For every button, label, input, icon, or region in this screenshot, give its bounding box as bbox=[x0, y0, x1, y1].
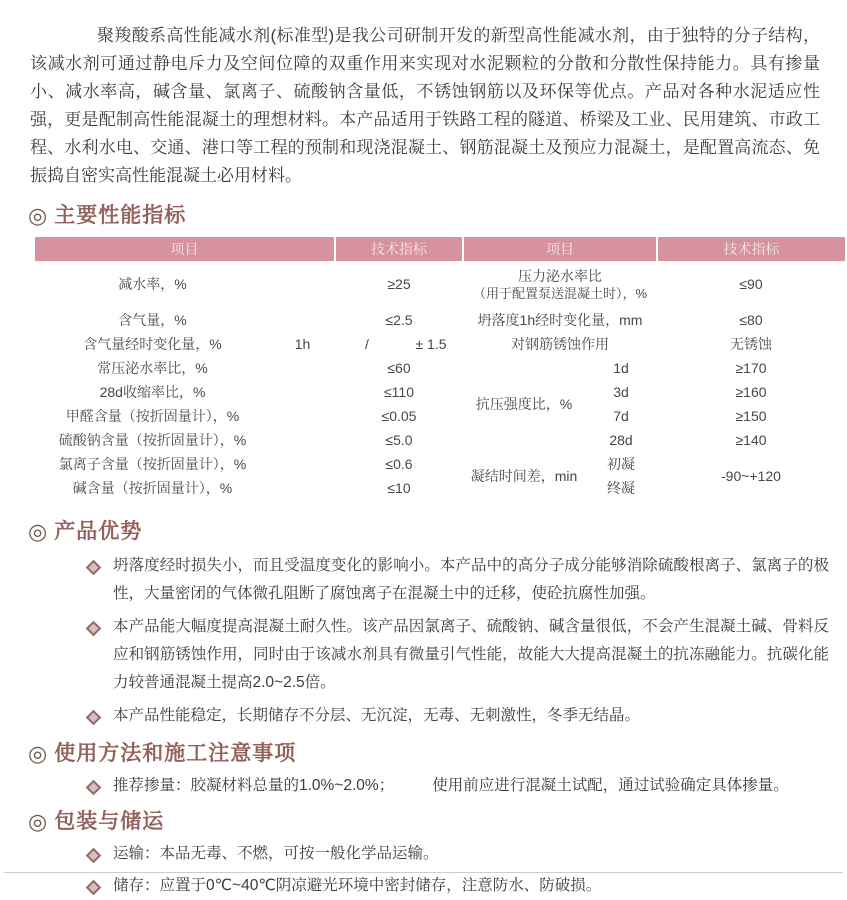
spacer-cell bbox=[270, 404, 335, 428]
section-title-text: 使用方法和施工注意事项 bbox=[54, 742, 297, 765]
diamond-bullet-icon bbox=[86, 621, 102, 637]
diamond-bullet-icon bbox=[86, 710, 102, 726]
item-cell-setting: 凝结时间差，min bbox=[470, 467, 578, 484]
sub-cell: 7d bbox=[613, 407, 629, 424]
value-cell: ≤60 bbox=[387, 359, 411, 376]
value-cell: ≤5.0 bbox=[385, 431, 413, 448]
item-cell: 减水率，% bbox=[118, 276, 187, 293]
item-cell: 碱含量（按折固量计），% bbox=[72, 479, 233, 496]
value-cell: ≤80 bbox=[739, 311, 763, 328]
list-item bbox=[86, 840, 829, 868]
value-cell: ≤0.05 bbox=[381, 407, 417, 424]
table-row bbox=[35, 428, 845, 452]
item-cell: 28d收缩率比，% bbox=[99, 383, 206, 400]
sub-cell: 1d bbox=[613, 359, 629, 376]
diamond-bullet-icon bbox=[86, 848, 102, 864]
value-cell bbox=[335, 332, 463, 356]
value-part-a: / bbox=[365, 335, 369, 352]
sub-cell: 1h bbox=[294, 335, 311, 352]
item-line2: （用于配置泵送混凝土时），% bbox=[472, 285, 648, 301]
table-row bbox=[35, 261, 845, 308]
item-cell bbox=[463, 261, 657, 308]
list-item-text: 本产品性能稳定，长期储存不分层、无沉淀，无毒、无刺激性，冬季无结晶。 bbox=[113, 707, 641, 724]
section-marker-icon: ◎ bbox=[28, 518, 48, 544]
list-item-text: 储存：应置于0℃~40℃阴凉避光环境中密封储存，注意防水、防破损。 bbox=[113, 877, 602, 894]
sub-cell: 初凝 bbox=[607, 455, 635, 472]
sub-cell: 3d bbox=[613, 383, 629, 400]
diamond-bullet-icon bbox=[86, 560, 102, 576]
list-item bbox=[86, 552, 829, 608]
value-cell: ≤90 bbox=[739, 276, 763, 293]
table-row bbox=[35, 356, 845, 380]
section-marker-icon: ◎ bbox=[28, 740, 48, 766]
section-marker-icon: ◎ bbox=[28, 202, 48, 228]
section-title-performance bbox=[28, 203, 847, 228]
value-cell: ≥140 bbox=[735, 431, 767, 448]
item-cell: 含气量经时变化量，% bbox=[83, 335, 222, 352]
item-cell: 坍落度1h经时变化量，mm bbox=[477, 311, 643, 328]
header-indicator-left: 技术指标 bbox=[335, 237, 463, 261]
item-cell: 甲醛含量（按折固量计），% bbox=[65, 407, 240, 424]
diamond-bullet-icon bbox=[86, 880, 102, 896]
value-cell: ≤2.5 bbox=[385, 311, 413, 328]
section-title-text: 产品优势 bbox=[54, 520, 143, 543]
value-cell: ≥170 bbox=[735, 359, 767, 376]
value-cell: -90~+120 bbox=[721, 467, 781, 484]
value-cell: ≥150 bbox=[735, 407, 767, 424]
dosage-recommendation: 推荐掺量：胶凝材料总量的1.0%~2.0%； bbox=[113, 777, 395, 794]
section-title-advantages bbox=[28, 519, 847, 544]
item-line1: 压力泌水率比 bbox=[518, 267, 602, 284]
value-cell: ≤0.6 bbox=[385, 455, 413, 472]
section-title-text: 主要性能指标 bbox=[54, 204, 187, 227]
list-item bbox=[86, 702, 829, 730]
section-title-text: 包装与储运 bbox=[54, 810, 165, 833]
spacer-cell bbox=[270, 261, 335, 308]
header-item-left: 项目 bbox=[35, 237, 335, 261]
table-row bbox=[35, 452, 845, 476]
diamond-bullet-icon bbox=[86, 780, 102, 796]
table-row bbox=[35, 308, 845, 332]
section-title-usage bbox=[28, 741, 847, 766]
sub-cell: 28d bbox=[609, 431, 633, 448]
spacer-cell bbox=[270, 476, 335, 500]
item-cell: 氯离子含量（按折固量计），% bbox=[58, 455, 247, 472]
item-cell-strength: 抗压强度比，% bbox=[475, 395, 573, 412]
list-item-text: 坍落度经时损失小，而且受温度变化的影响小。本产品中的高分子成分能够消除硫酸根离子、氯离子的极性，大量密闭的气体微孔阻断了腐蚀离子在混凝土中的迁移，使砼抗腐性加强。 bbox=[113, 557, 829, 602]
header-indicator-right: 技术指标 bbox=[657, 237, 845, 261]
header-item-right: 项目 bbox=[463, 237, 657, 261]
table-row bbox=[35, 332, 845, 356]
item-cell: 硫酸钠含量（按折固量计），% bbox=[58, 431, 247, 448]
intro-paragraph: 聚羧酸系高性能减水剂(标准型)是我公司研制开发的新型高性能减水剂，由于独特的分子结构，该减水剂可通过静电斥力及空间位障的双重作用来实现对水泥颗粒的分散和分散性保持能力。具有掺量小、减水率高，碱含量、氯离子、硫酸钠含量低，不锈蚀钢筋以及环保等优点。产品对各种水泥适应性强，更是配制高性能混凝土的理想材料。本产品适用于铁路工程的隧道、桥梁及工业、民用建筑、市政工程、水利水电、交通、港口等工程的预制和现浇混凝土、钢筋混凝土及预应力混凝土，是配置高流态、免振捣自密实高性能混凝土必用材料。 bbox=[30, 26, 820, 185]
table-row bbox=[35, 404, 845, 428]
list-item bbox=[86, 772, 829, 800]
table-header-row bbox=[35, 237, 845, 261]
section-marker-icon: ◎ bbox=[28, 808, 48, 834]
performance-table bbox=[35, 237, 845, 500]
spacer-cell bbox=[270, 452, 335, 476]
sub-cell: 终凝 bbox=[607, 479, 635, 496]
list-item bbox=[86, 613, 829, 697]
packaging-list bbox=[86, 840, 829, 900]
section-title-packaging bbox=[28, 809, 847, 834]
spacer-cell bbox=[270, 428, 335, 452]
spacer-cell bbox=[270, 356, 335, 380]
value-cell: ≤10 bbox=[387, 479, 411, 496]
item-cell: 含气量，% bbox=[118, 311, 187, 328]
trial-mix-note: 使用前应进行混凝土试配，通过试验确定具体掺量。 bbox=[432, 777, 789, 794]
table-row bbox=[35, 380, 845, 404]
item-cell: 常压泌水率比，% bbox=[97, 359, 208, 376]
list-item bbox=[86, 872, 829, 900]
item-cell: 对钢筋锈蚀作用 bbox=[511, 335, 609, 352]
advantages-list bbox=[86, 552, 829, 730]
value-cell: ≥160 bbox=[735, 383, 767, 400]
spacer-cell bbox=[270, 380, 335, 404]
list-item-text: 运输：本品无毒、不燃，可按一般化学品运输。 bbox=[113, 845, 439, 862]
value-cell: ≤110 bbox=[383, 383, 414, 400]
list-item-text bbox=[113, 772, 789, 800]
value-part-b: ± 1.5 bbox=[415, 335, 447, 352]
usage-list bbox=[86, 772, 829, 800]
value-cell: 无锈蚀 bbox=[730, 335, 772, 352]
list-item-text: 本产品能大幅度提高混凝土耐久性。该产品因氯离子、硫酸钠、碱含量很低，不会产生混凝土碱、骨料反应和钢筋锈蚀作用，同时由于该减水剂具有微量引气性能，故能大大提高混凝土的抗冻融能力。抗碳化能力较普通混凝土提高2.0~2.5倍。 bbox=[113, 618, 829, 691]
value-cell: ≥25 bbox=[387, 276, 411, 293]
spacer-cell bbox=[270, 308, 335, 332]
